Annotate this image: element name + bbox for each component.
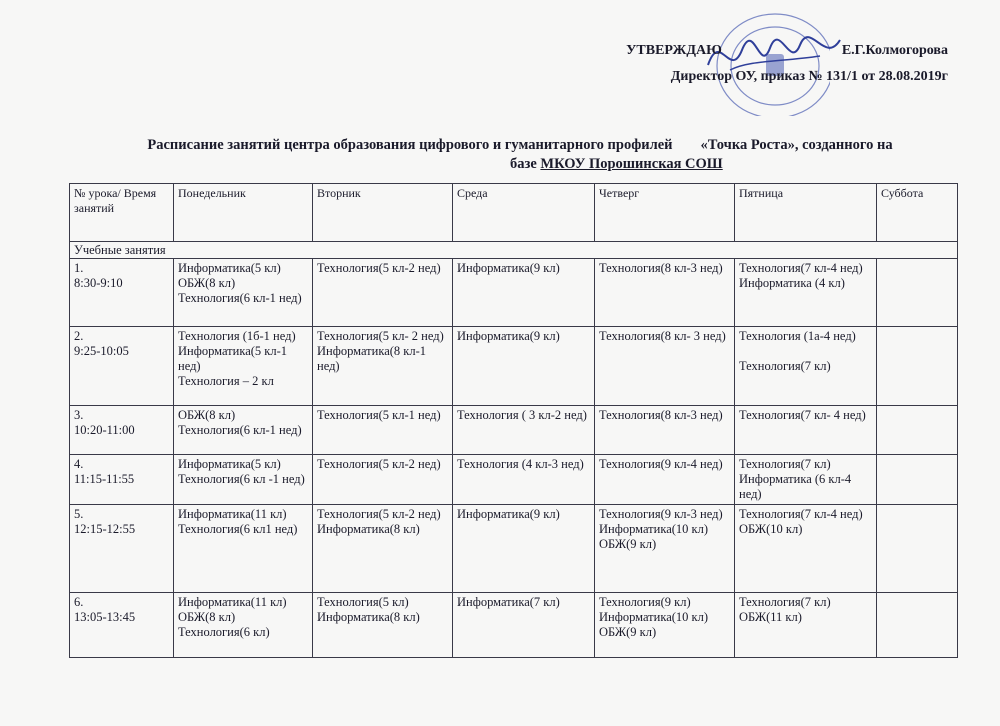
cell-friday xyxy=(735,259,877,327)
class-entry: Технология ( 3 кл-2 нед) xyxy=(457,408,587,422)
class-entry: Информатика(10 кл) xyxy=(599,610,709,624)
lesson-number: 3. xyxy=(74,408,84,422)
class-entry: Информатика(7 кл) xyxy=(457,595,560,609)
class-entry xyxy=(739,344,872,359)
lesson-number: 4. xyxy=(74,457,84,471)
table-row xyxy=(70,593,958,658)
title-part2: «Точка Роста», созданного на xyxy=(700,137,893,153)
class-entry: Технология (1а-4 нед) xyxy=(739,329,856,343)
header-cell-tuesday: Вторник xyxy=(313,184,453,242)
class-entry: Информатика(11 кл) xyxy=(178,507,287,521)
cell-wednesday xyxy=(453,406,595,455)
cell-thursday xyxy=(595,505,735,593)
class-entry: Технология(5 кл-2 нед) xyxy=(317,261,441,275)
header-cell-friday: Пятница xyxy=(735,184,877,242)
cell-monday xyxy=(174,505,313,593)
cell-thursday xyxy=(595,455,735,505)
class-entry: Технология(6 кл-1 нед) xyxy=(178,423,302,437)
cell-wednesday xyxy=(453,259,595,327)
class-entry: Информатика(5 кл) xyxy=(178,261,281,275)
cell-friday xyxy=(735,455,877,505)
cell-monday xyxy=(174,406,313,455)
cell-thursday xyxy=(595,593,735,658)
cell-saturday xyxy=(877,505,958,593)
cell-tuesday xyxy=(313,327,453,406)
class-entry: Технология(5 кл) xyxy=(317,595,409,609)
title-part1: Расписание занятий центра образования цифрового и гуманитарного профилей xyxy=(147,137,673,153)
class-entry: Технология(5 кл- 2 нед) xyxy=(317,329,444,343)
class-entry: ОБЖ(8 кл) xyxy=(178,276,236,290)
class-entry: Технология(6 кл) xyxy=(178,625,270,639)
lesson-time: 12:15-12:55 xyxy=(74,522,136,536)
lesson-time: 11:15-11:55 xyxy=(74,472,135,486)
class-entry: Информатика(9 кл) xyxy=(457,329,560,343)
class-entry: Информатика(11 кл) xyxy=(178,595,287,609)
class-entry: Информатика(8 кл) xyxy=(317,610,420,624)
header-cell-thursday: Четверг xyxy=(595,184,735,242)
approver-name: Е.Г.Колмогорова xyxy=(841,43,948,58)
lesson-time: 8:30-9:10 xyxy=(74,276,123,290)
lesson-time: 9:25-10:05 xyxy=(74,344,129,358)
class-entry: Технология(6 кл -1 нед) xyxy=(178,472,305,486)
cell-tuesday xyxy=(313,505,453,593)
cell-monday xyxy=(174,259,313,327)
class-entry: Технология (4 кл-3 нед) xyxy=(457,457,584,471)
cell-saturday xyxy=(877,593,958,658)
cell-saturday xyxy=(877,259,958,327)
class-entry: Информатика(8 кл-1 нед) xyxy=(317,344,427,373)
lesson-time: 13:05-13:45 xyxy=(74,610,136,624)
director-order-line: Директор ОУ, приказ № 131/1 от 28.08.2019г xyxy=(670,69,948,84)
lesson-number: 6. xyxy=(74,595,84,609)
cell-monday xyxy=(174,455,313,505)
cell-monday xyxy=(174,327,313,406)
class-entry: Информатика (4 кл) xyxy=(739,276,845,290)
class-entry: Технология(6 кл1 нед) xyxy=(178,522,298,536)
class-entry: Технология(8 кл-3 нед) xyxy=(599,261,723,275)
lesson-cell xyxy=(70,505,174,593)
cell-wednesday xyxy=(453,593,595,658)
approval-block xyxy=(588,42,948,86)
class-entry: Информатика(10 кл) xyxy=(599,522,709,536)
class-entry: Технология(9 кл-3 нед) xyxy=(599,507,723,521)
title-prefix: базе xyxy=(510,156,537,172)
class-entry: Технология(9 кл-4 нед) xyxy=(599,457,723,471)
class-entry: Информатика(9 кл) xyxy=(457,261,560,275)
class-entry: Технология(7 кл) xyxy=(739,595,831,609)
class-entry: Технология(5 кл-2 нед) xyxy=(317,457,441,471)
approval-line xyxy=(588,42,948,60)
table-row xyxy=(70,327,958,406)
lesson-cell xyxy=(70,593,174,658)
class-entry: Информатика (6 кл-4 нед) xyxy=(739,472,852,501)
table-row xyxy=(70,455,958,505)
class-entry: Информатика(9 кл) xyxy=(457,507,560,521)
class-entry: Информатика(5 кл) xyxy=(178,457,281,471)
cell-tuesday xyxy=(313,455,453,505)
class-entry: ОБЖ(9 кл) xyxy=(599,537,657,551)
cell-thursday xyxy=(595,327,735,406)
class-entry: ОБЖ(9 кл) xyxy=(599,625,657,639)
lesson-time: 10:20-11:00 xyxy=(74,423,135,437)
class-entry: ОБЖ(8 кл) xyxy=(178,408,236,422)
cell-saturday xyxy=(877,327,958,406)
header-cell-wednesday: Среда xyxy=(453,184,595,242)
school-name: МКОУ Порошинская СОШ xyxy=(540,156,723,172)
lesson-number: 5. xyxy=(74,507,84,521)
table-row xyxy=(70,505,958,593)
class-entry: Технология (1б-1 нед) xyxy=(178,329,296,343)
cell-friday xyxy=(735,505,877,593)
cell-wednesday xyxy=(453,505,595,593)
class-entry: Технология(7 кл) xyxy=(739,359,831,373)
cell-thursday xyxy=(595,406,735,455)
class-entry: Технология(5 кл-1 нед) xyxy=(317,408,441,422)
class-entry: Технология(8 кл- 3 нед) xyxy=(599,329,726,343)
class-entry: Информатика(5 кл-1 нед) xyxy=(178,344,288,373)
class-entry: Технология(6 кл-1 нед) xyxy=(178,291,302,305)
class-entry: Технология(5 кл-2 нед) xyxy=(317,507,441,521)
class-entry: ОБЖ(8 кл) xyxy=(178,610,236,624)
header-cell-monday: Понедельник xyxy=(174,184,313,242)
lesson-cell xyxy=(70,327,174,406)
lesson-cell xyxy=(70,259,174,327)
table-row xyxy=(70,406,958,455)
cell-wednesday xyxy=(453,455,595,505)
cell-tuesday xyxy=(313,259,453,327)
class-entry: Технология(7 кл- 4 нед) xyxy=(739,408,866,422)
class-entry: Информатика(8 кл) xyxy=(317,522,420,536)
table-row xyxy=(70,259,958,327)
class-entry: ОБЖ(10 кл) xyxy=(739,522,803,536)
class-entry: Технология – 2 кл xyxy=(178,374,274,388)
header-row xyxy=(70,184,958,242)
lesson-number: 2. xyxy=(74,329,84,343)
cell-friday xyxy=(735,593,877,658)
cell-monday xyxy=(174,593,313,658)
class-entry: ОБЖ(11 кл) xyxy=(739,610,802,624)
cell-tuesday xyxy=(313,593,453,658)
class-entry: Технология(9 кл) xyxy=(599,595,691,609)
class-entry: Технология(8 кл-3 нед) xyxy=(599,408,723,422)
schedule-table xyxy=(69,183,958,658)
lesson-cell xyxy=(70,406,174,455)
lesson-cell xyxy=(70,455,174,505)
cell-friday xyxy=(735,406,877,455)
approve-label: УТВЕРЖДАЮ xyxy=(626,43,722,58)
section-row xyxy=(70,242,958,259)
class-entry: Технология(7 кл-4 нед) xyxy=(739,261,863,275)
cell-saturday xyxy=(877,406,958,455)
section-label: Учебные занятия xyxy=(70,242,958,259)
class-entry: Технология(7 кл-4 нед) xyxy=(739,507,863,521)
lesson-number: 1. xyxy=(74,261,84,275)
cell-tuesday xyxy=(313,406,453,455)
cell-friday xyxy=(735,327,877,406)
cell-thursday xyxy=(595,259,735,327)
cell-wednesday xyxy=(453,327,595,406)
cell-saturday xyxy=(877,455,958,505)
class-entry: Технология(7 кл) xyxy=(739,457,831,471)
header-cell-saturday: Суббота xyxy=(877,184,958,242)
document-title xyxy=(90,136,950,174)
header-cell-lesson: № урока/ Время занятий xyxy=(70,184,174,242)
